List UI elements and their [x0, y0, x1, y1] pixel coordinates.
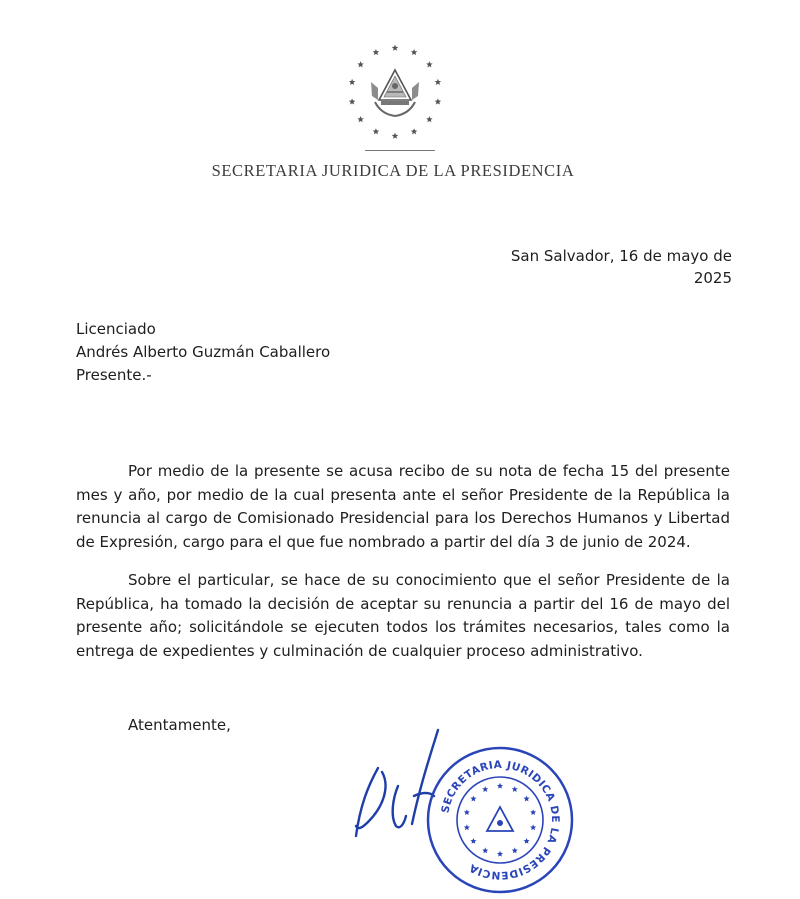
coat-of-arms-icon — [345, 42, 445, 142]
recipient-title: Licenciado — [76, 320, 156, 338]
body-paragraph-2: Sobre el particular, se hace de su conocimiento que el señor Presidente de la República, ha tomado la decisión de aceptar su renuncia a partir del 16 de mayo del presente año; solicitándole se ejecuten todos los trámites necesarios, tales como la entrega de expedientes y culminación de cualquier proceso administrativo. — [76, 571, 730, 660]
institution-name: SECRETARIA JURIDICA DE LA PRESIDENCIA — [211, 161, 575, 180]
recipient-block — [76, 318, 330, 387]
recipient-presente: Presente.- — [76, 366, 152, 384]
svg-text:SECRETARIA JURIDICA DE LA PRES: SECRETARIA JURIDICA DE LA PRESIDENCIA — [439, 758, 562, 882]
body-paragraph-1: Por medio de la presente se acusa recibo de su nota de fecha 15 del presente mes y año, por medio de la cual presenta ante el señor Presidente de la República la renuncia al cargo de Comisionado Presidencial para los Derechos Humanos y Libertad de Expresión, cargo para el que fue nombrado a partir del día 3 de junio de 2024. — [76, 462, 730, 551]
date-line: San Salvador, 16 de mayo de 2025 — [510, 247, 732, 287]
letter-body — [76, 460, 730, 678]
emblem-divider — [365, 150, 435, 151]
recipient-name: Andrés Alberto Guzmán Caballero — [76, 343, 331, 361]
official-stamp — [425, 745, 575, 895]
closing: Atentamente, — [128, 716, 231, 734]
